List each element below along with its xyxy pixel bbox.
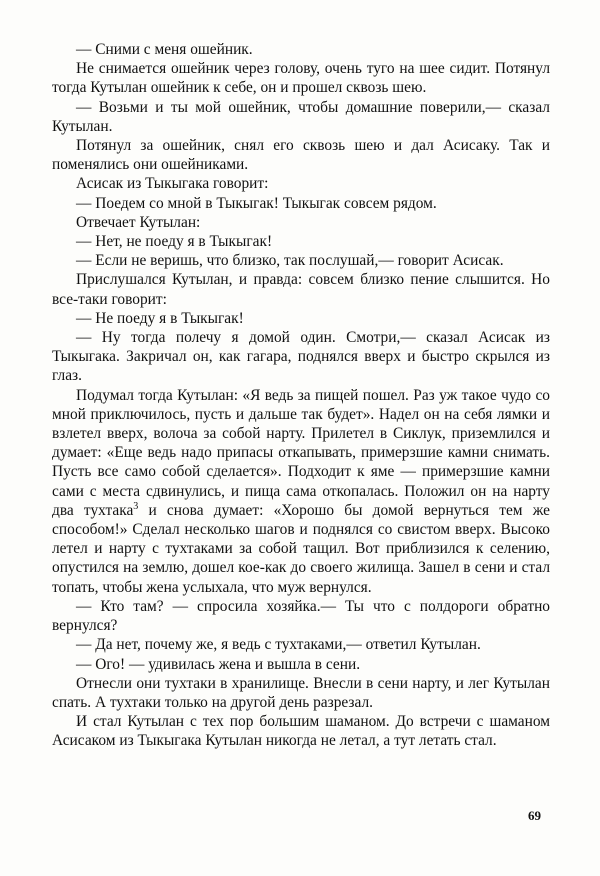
paragraph-16: — Ого! — удивилась жена и вышла в сени. [76, 655, 361, 673]
paragraph-17: Отнесли они тухтаки в хранилище. Внесли в сени нарту, и лег Кутылан спать. А тухтаки только на другой день разрезал. [52, 674, 550, 711]
paragraph-6: — Поедем со мной в Тыкыгак! Тыкыгак совсем рядом. [76, 194, 437, 212]
paragraph-13-part-2: и снова думает: «Хорошо бы домой вернуться тем же способом!» Сделал несколько шагов и поднялся со свистом вверх. Высоко летел и нарту с тухтаками за собой тащил. Вот приблизился к селению, опустился на землю, дошел кое-как до своего жилища. Зашел в сени и стал топать, чтобы жена услыхала, что муж вернулся. [52, 501, 550, 596]
paragraph-5: Асисак из Тыкыгака говорит: [76, 175, 269, 193]
paragraph-12: — Ну тогда полечу я домой один. Смотри,— сказал Асисак из Тыкыгака. Закричал он, как гагара, поднялся вверх и быстро скрылся из глаз. [52, 329, 550, 385]
footnote-marker: 3 [133, 500, 139, 512]
paragraph-15: — Да нет, почему же, я ведь с тухтаками,— ответил Кутылан. [76, 636, 481, 654]
paragraph-13-part-1: Подумал тогда Кутылан: «Я ведь за пищей пошел. Раз уж такое чудо со мной приключилось, пусть и дальше так будет». Надел он на себя лямки и взлетел вверх, волоча за собой нарту. Прилетел в Сиклук, приземлился и думает: «Еще ведь надо припасы откапывать, примерзшие камни снимать. Пусть все само собой сделается». Подходит к яме — примерзшие камни сами с места сдвинулись, и пища сама откопалась. Положил он на нарту два тухтака [52, 386, 550, 519]
paragraph-7: Отвечает Кутылан: [76, 213, 201, 231]
paragraph-4: Потянул за ошейник, снял его сквозь шею и дал Асисаку. Так и поменялись они ошейниками. [52, 137, 550, 174]
paragraph-10: Прислушался Кутылан, и правда: совсем близко пение слышится. Но все-таки говорит: [52, 271, 550, 308]
paragraph-18: И стал Кутылан с тех пор большим шаманом. До встречи с шаманом Асисаком из Тыкыгака Кутылан никогда не летал, а тут летать стал. [52, 713, 550, 750]
paragraph-14: — Кто там? — спросила хозяйка.— Ты что с полдороги обратно вернулся? [52, 597, 550, 635]
paragraph-11: — Не поеду я в Тыкыгак! [76, 309, 244, 327]
paragraph-9: — Если не веришь, что близко, так послушай,— говорит Асисак. [76, 252, 504, 270]
story-text [52, 40, 550, 751]
paragraph-8: — Нет, не поеду я в Тыкыгак! [76, 233, 273, 251]
paragraph-2: Не снимается ошейник через голову, очень туго на шее сидит. Потянул тогда Кутылан ошейник к себе, он и прошел сквозь шею. [52, 60, 550, 97]
paragraph-13 [52, 386, 550, 597]
paragraph-1: — Сними с меня ошейник. [76, 41, 253, 58]
page-number: 69 [528, 808, 541, 823]
paragraph-3: — Возьми и ты мой ошейник, чтобы домашние поверили,— сказал Кутылан. [52, 98, 550, 135]
